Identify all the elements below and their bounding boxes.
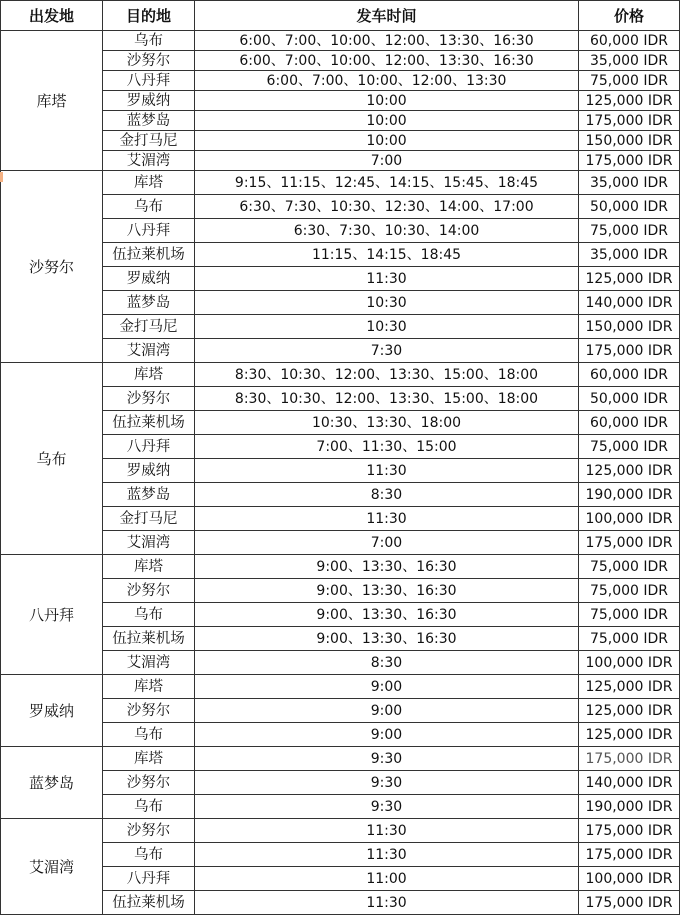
destination-cell: 乌布 [103, 843, 195, 867]
departure-times-cell: 11:30 [195, 459, 579, 483]
table-row [1, 339, 680, 363]
destination-cell: 罗威纳 [103, 459, 195, 483]
price-cell: 125,000 IDR [579, 699, 680, 723]
departure-times-cell: 11:30 [195, 891, 579, 915]
table-row [1, 315, 680, 339]
header-origin: 出发地 [1, 1, 103, 31]
destination-cell: 乌布 [103, 795, 195, 819]
price-cell: 50,000 IDR [579, 387, 680, 411]
price-cell: 60,000 IDR [579, 31, 680, 51]
price-cell: 125,000 IDR [579, 459, 680, 483]
departure-times-cell: 8:30、10:30、12:00、13:30、15:00、18:00 [195, 363, 579, 387]
origin-cell: 库塔 [1, 31, 103, 171]
destination-cell: 沙努尔 [103, 819, 195, 843]
price-cell: 35,000 IDR [579, 171, 680, 195]
destination-cell: 乌布 [103, 723, 195, 747]
destination-cell: 蓝梦岛 [103, 111, 195, 131]
price-cell: 60,000 IDR [579, 363, 680, 387]
departure-times-cell: 11:30 [195, 819, 579, 843]
destination-cell: 库塔 [103, 675, 195, 699]
table-row [1, 195, 680, 219]
departure-times-cell: 7:00 [195, 531, 579, 555]
price-cell: 75,000 IDR [579, 71, 680, 91]
header-destination: 目的地 [103, 1, 195, 31]
destination-cell: 伍拉莱机场 [103, 243, 195, 267]
header-price: 价格 [579, 1, 680, 31]
origin-cell: 蓝梦岛 [1, 747, 103, 819]
table-row [1, 51, 680, 71]
table-row [1, 131, 680, 151]
destination-cell: 金打马尼 [103, 507, 195, 531]
table-row [1, 627, 680, 651]
origin-cell: 乌布 [1, 363, 103, 555]
destination-cell: 沙努尔 [103, 771, 195, 795]
table-row [1, 71, 680, 91]
table-row [1, 507, 680, 531]
table-row [1, 435, 680, 459]
table-row [1, 459, 680, 483]
table-row [1, 387, 680, 411]
origin-cell: 沙努尔 [1, 171, 103, 363]
destination-cell: 乌布 [103, 31, 195, 51]
price-cell: 175,000 IDR [579, 891, 680, 915]
destination-cell: 艾湄湾 [103, 651, 195, 675]
table-row [1, 219, 680, 243]
destination-cell: 罗威纳 [103, 91, 195, 111]
destination-cell: 蓝梦岛 [103, 483, 195, 507]
departure-times-cell: 11:30 [195, 507, 579, 531]
price-cell: 190,000 IDR [579, 483, 680, 507]
price-cell: 50,000 IDR [579, 195, 680, 219]
departure-times-cell: 6:00、7:00、10:00、12:00、13:30、16:30 [195, 31, 579, 51]
price-cell: 125,000 IDR [579, 723, 680, 747]
price-cell: 175,000 IDR [579, 747, 680, 771]
table-row [1, 795, 680, 819]
departure-times-cell: 6:30、7:30、10:30、12:30、14:00、17:00 [195, 195, 579, 219]
departure-times-cell: 11:00 [195, 867, 579, 891]
price-cell: 75,000 IDR [579, 579, 680, 603]
price-cell: 100,000 IDR [579, 651, 680, 675]
destination-cell: 伍拉莱机场 [103, 411, 195, 435]
destination-cell: 沙努尔 [103, 579, 195, 603]
destination-cell: 伍拉莱机场 [103, 627, 195, 651]
table-row [1, 411, 680, 435]
departure-times-cell: 9:00、13:30、16:30 [195, 603, 579, 627]
departure-times-cell: 8:30 [195, 483, 579, 507]
departure-times-cell: 6:30、7:30、10:30、14:00 [195, 219, 579, 243]
destination-cell: 库塔 [103, 555, 195, 579]
price-cell: 175,000 IDR [579, 843, 680, 867]
destination-cell: 八丹拜 [103, 867, 195, 891]
table-row [1, 291, 680, 315]
table-row [1, 151, 680, 171]
destination-cell: 金打马尼 [103, 131, 195, 151]
price-cell: 75,000 IDR [579, 555, 680, 579]
schedule-body [1, 31, 680, 915]
departure-times-cell: 9:00、13:30、16:30 [195, 627, 579, 651]
departure-times-cell: 9:00 [195, 675, 579, 699]
departure-times-cell: 10:00 [195, 111, 579, 131]
selection-marker [0, 172, 3, 182]
price-cell: 35,000 IDR [579, 51, 680, 71]
departure-times-cell: 7:00 [195, 151, 579, 171]
table-row [1, 111, 680, 131]
destination-cell: 艾湄湾 [103, 339, 195, 363]
price-cell: 75,000 IDR [579, 435, 680, 459]
destination-cell: 沙努尔 [103, 699, 195, 723]
destination-cell: 库塔 [103, 171, 195, 195]
price-cell: 175,000 IDR [579, 111, 680, 131]
table-row [1, 651, 680, 675]
price-cell: 100,000 IDR [579, 507, 680, 531]
table-row [1, 699, 680, 723]
price-cell: 190,000 IDR [579, 795, 680, 819]
table-row [1, 723, 680, 747]
price-cell: 175,000 IDR [579, 531, 680, 555]
price-cell: 75,000 IDR [579, 627, 680, 651]
departure-times-cell: 8:30 [195, 651, 579, 675]
table-row [1, 483, 680, 507]
price-cell: 100,000 IDR [579, 867, 680, 891]
departure-times-cell: 6:00、7:00、10:00、12:00、13:30 [195, 71, 579, 91]
price-cell: 175,000 IDR [579, 819, 680, 843]
destination-cell: 艾湄湾 [103, 531, 195, 555]
departure-times-cell: 7:00、11:30、15:00 [195, 435, 579, 459]
origin-cell: 罗威纳 [1, 675, 103, 747]
destination-cell: 库塔 [103, 747, 195, 771]
departure-times-cell: 9:00、13:30、16:30 [195, 579, 579, 603]
destination-cell: 蓝梦岛 [103, 291, 195, 315]
table-row [1, 31, 680, 51]
departure-times-cell: 7:30 [195, 339, 579, 363]
table-row [1, 243, 680, 267]
departure-times-cell: 11:30 [195, 843, 579, 867]
price-cell: 125,000 IDR [579, 267, 680, 291]
destination-cell: 八丹拜 [103, 71, 195, 91]
destination-cell: 八丹拜 [103, 435, 195, 459]
origin-cell: 八丹拜 [1, 555, 103, 675]
price-cell: 60,000 IDR [579, 411, 680, 435]
destination-cell: 八丹拜 [103, 219, 195, 243]
table-row [1, 267, 680, 291]
header-row [1, 1, 680, 31]
departure-times-cell: 10:00 [195, 91, 579, 111]
table-row [1, 867, 680, 891]
destination-cell: 罗威纳 [103, 267, 195, 291]
table-row [1, 531, 680, 555]
destination-cell: 沙努尔 [103, 51, 195, 71]
departure-times-cell: 10:00 [195, 131, 579, 151]
price-cell: 150,000 IDR [579, 315, 680, 339]
price-cell: 140,000 IDR [579, 771, 680, 795]
table-row [1, 891, 680, 915]
table-row [1, 555, 680, 579]
table-row [1, 747, 680, 771]
price-cell: 150,000 IDR [579, 131, 680, 151]
table-row [1, 363, 680, 387]
destination-cell: 乌布 [103, 603, 195, 627]
departure-times-cell: 10:30 [195, 315, 579, 339]
header-departure-times: 发车时间 [195, 1, 579, 31]
price-cell: 125,000 IDR [579, 675, 680, 699]
destination-cell: 伍拉莱机场 [103, 891, 195, 915]
departure-times-cell: 9:30 [195, 747, 579, 771]
price-cell: 125,000 IDR [579, 91, 680, 111]
departure-times-cell: 10:30、13:30、18:00 [195, 411, 579, 435]
departure-times-cell: 9:30 [195, 771, 579, 795]
departure-times-cell: 9:30 [195, 795, 579, 819]
table-row [1, 819, 680, 843]
table-row [1, 771, 680, 795]
destination-cell: 沙努尔 [103, 387, 195, 411]
departure-times-cell: 11:15、14:15、18:45 [195, 243, 579, 267]
destination-cell: 乌布 [103, 195, 195, 219]
price-cell: 140,000 IDR [579, 291, 680, 315]
destination-cell: 金打马尼 [103, 315, 195, 339]
departure-times-cell: 9:00 [195, 699, 579, 723]
departure-times-cell: 10:30 [195, 291, 579, 315]
destination-cell: 艾湄湾 [103, 151, 195, 171]
departure-times-cell: 6:00、7:00、10:00、12:00、13:30、16:30 [195, 51, 579, 71]
price-cell: 175,000 IDR [579, 339, 680, 363]
departure-times-cell: 11:30 [195, 267, 579, 291]
destination-cell: 库塔 [103, 363, 195, 387]
table-row [1, 579, 680, 603]
departure-times-cell: 9:15、11:15、12:45、14:15、15:45、18:45 [195, 171, 579, 195]
table-row [1, 91, 680, 111]
origin-cell: 艾湄湾 [1, 819, 103, 915]
departure-times-cell: 8:30、10:30、12:00、13:30、15:00、18:00 [195, 387, 579, 411]
price-cell: 175,000 IDR [579, 151, 680, 171]
departure-times-cell: 9:00 [195, 723, 579, 747]
table-row [1, 675, 680, 699]
table-row [1, 603, 680, 627]
table-row [1, 171, 680, 195]
price-cell: 75,000 IDR [579, 603, 680, 627]
price-cell: 75,000 IDR [579, 219, 680, 243]
table-row [1, 843, 680, 867]
price-cell: 35,000 IDR [579, 243, 680, 267]
departure-times-cell: 9:00、13:30、16:30 [195, 555, 579, 579]
